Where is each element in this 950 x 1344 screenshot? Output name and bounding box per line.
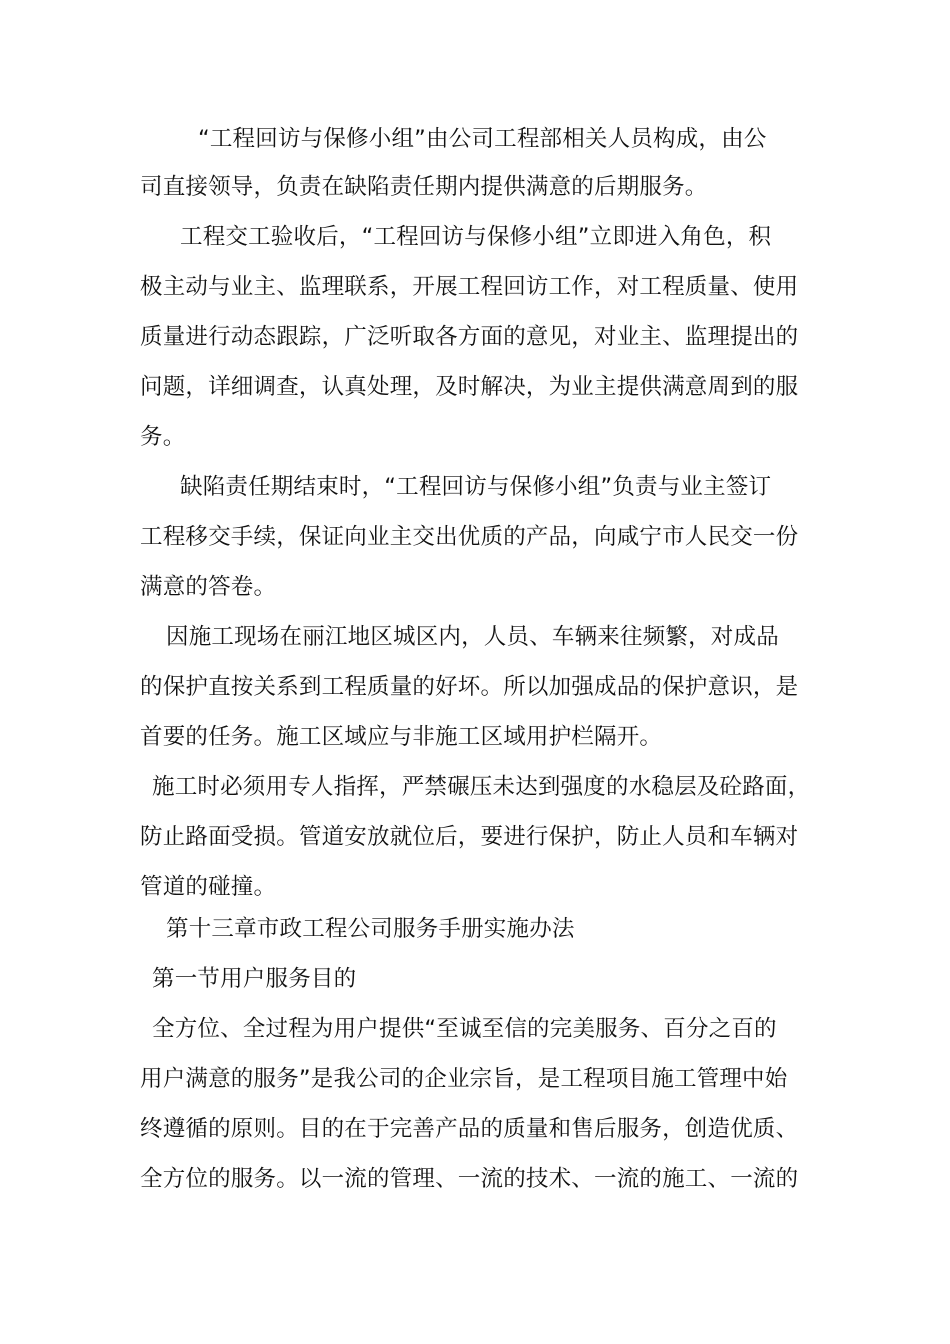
text-line: 的保护直按关系到工程质量的好坏。所以加强成品的保护意识，是 [140,674,799,700]
text-line: 务。 [140,424,186,450]
section-heading: 第一节用户服务目的 [152,966,357,992]
text-line: 工程移交手续，保证向业主交出优质的产品，向咸宁市人民交一份 [140,524,799,550]
text-line: 问题，详细调查，认真处理，及时解决，为业主提供满意周到的服 [140,374,799,400]
text-line: 工程交工验收后，“工程回访与保修小组”立即进入角色，积 [180,224,772,250]
text-line: 全方位、全过程为用户提供“至诚至信的完美服务、百分之百的 [152,1016,777,1042]
text-line: 司直接领导，负责在缺陷责任期内提供满意的后期服务。 [140,174,708,200]
text-line: 缺陷责任期结束时，“工程回访与保修小组”负责与业主签订 [180,474,772,500]
text-line: 防止路面受损。管道安放就位后，要进行保护，防止人员和车辆对 [140,824,799,850]
text-line: 全方位的服务。以一流的管理、一流的技术、一流的施工、一流的 [140,1166,799,1192]
text-line: 施工时必须用专人指挥，严禁碾压未达到强度的水稳层及砼路面， [152,774,811,800]
text-line: 首要的任务。施工区域应与非施工区域用护栏隔开。 [140,724,663,750]
text-line: 质量进行动态跟踪，广泛听取各方面的意见，对业主、监理提出的 [140,324,799,350]
text-line: 用户满意的服务”是我公司的企业宗旨，是工程项目施工管理中始 [140,1066,788,1092]
text-line: 终遵循的原则。目的在于完善产品的质量和售后服务，创造优质、 [140,1116,799,1142]
chapter-heading: 第十三章市政工程公司服务手册实施办法 [166,916,575,942]
text-line: 极主动与业主、监理联系，开展工程回访工作，对工程质量、使用 [140,274,799,300]
text-line: 因施工现场在丽江地区城区内，人员、车辆来往频繁，对成品 [166,624,779,650]
text-line: 管道的碰撞。 [140,874,277,900]
text-line: 满意的答卷。 [140,574,277,600]
text-line: “工程回访与保修小组”由公司工程部相关人员构成，由公 [198,126,767,152]
